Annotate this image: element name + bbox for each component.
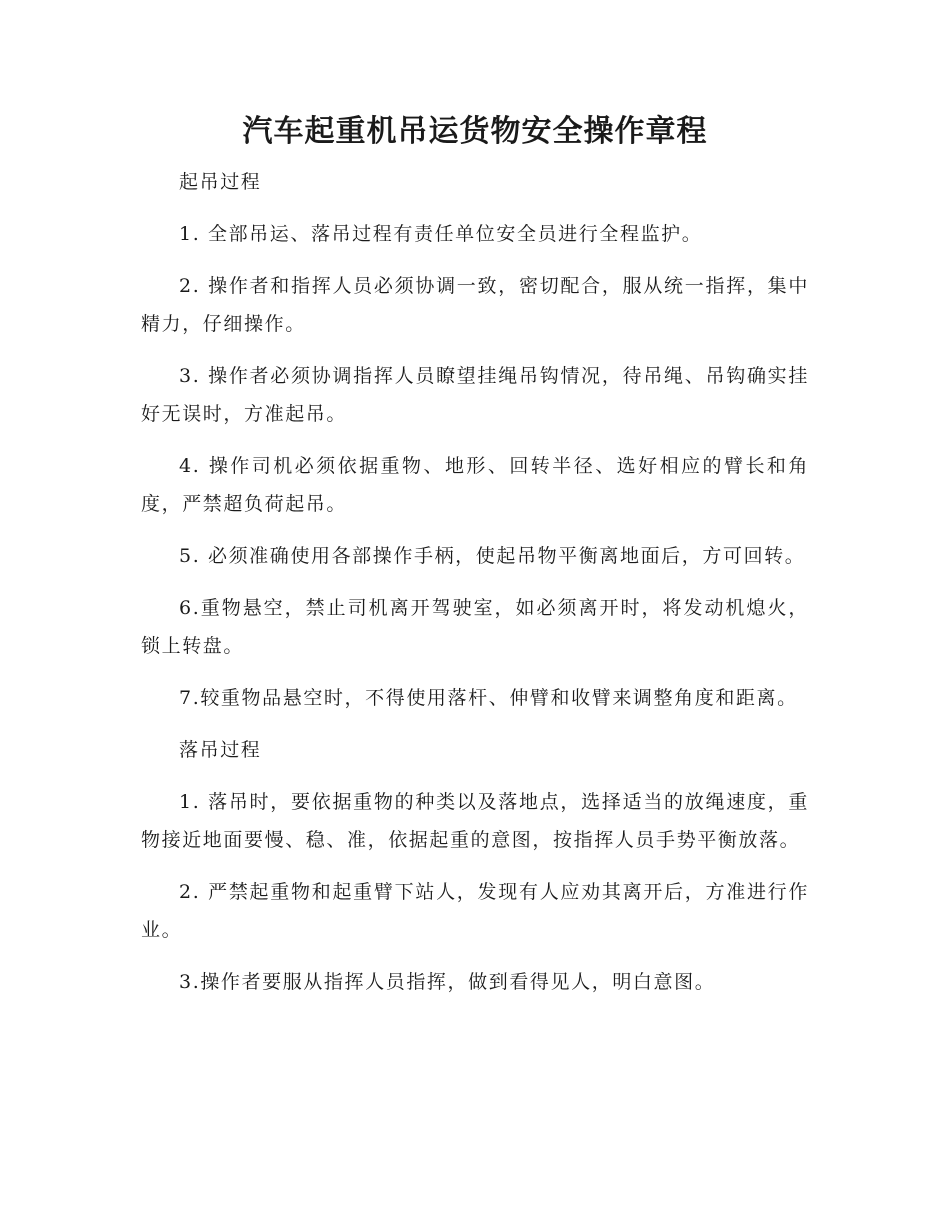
section-heading-lowering: 落吊过程	[179, 739, 262, 761]
list-item: 6.重物悬空，禁止司机离开驾驶室，如必须离开时，将发动机熄火，锁上转盘。	[141, 597, 809, 657]
section-heading-lifting: 起吊过程	[179, 171, 262, 193]
list-item: 7.较重物品悬空时，不得使用落杆、伸臂和收臂来调整角度和距离。	[179, 687, 798, 709]
document-body	[141, 163, 809, 1001]
document-title: 汽车起重机吊运货物安全操作章程	[242, 114, 708, 149]
list-item: 5. 必须准确使用各部操作手柄，使起吊物平衡离地面后，方可回转。	[179, 545, 806, 567]
list-item: 2. 操作者和指挥人员必须协调一致，密切配合，服从统一指挥，集中精力，仔细操作。	[141, 275, 809, 335]
list-item: 1. 全部吊运、落吊过程有责任单位安全员进行全程监护。	[179, 223, 703, 245]
list-item: 3. 操作者必须协调指挥人员瞭望挂绳吊钩情况，待吊绳、吊钩确实挂好无误时，方准起吊。	[141, 365, 809, 425]
list-item: 3.操作者要服从指挥人员指挥，做到看得见人，明白意图。	[179, 971, 716, 993]
list-item: 4. 操作司机必须依据重物、地形、回转半径、选好相应的臂长和角度，严禁超负荷起吊。	[141, 455, 809, 515]
list-item: 2. 严禁起重物和起重臂下站人，发现有人应劝其离开后，方准进行作业。	[141, 881, 809, 941]
list-item: 1. 落吊时，要依据重物的种类以及落地点，选择适当的放绳速度，重物接近地面要慢、稳、准，依据起重的意图，按指挥人员手势平衡放落。	[141, 791, 809, 851]
